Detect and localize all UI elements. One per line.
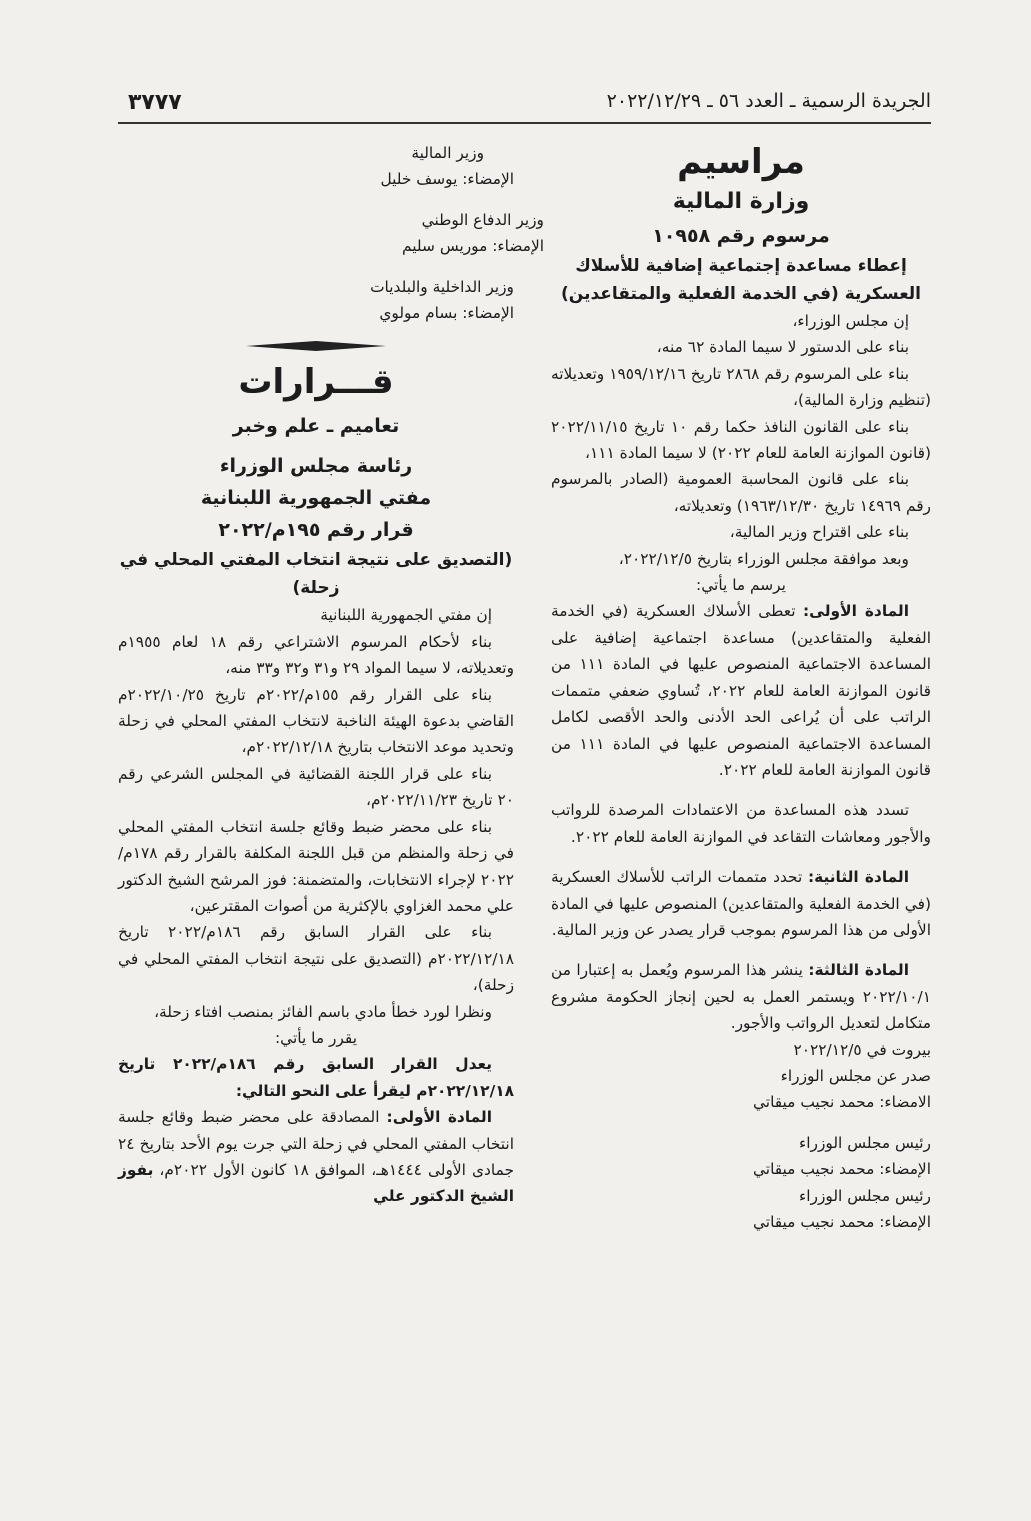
article-1 xyxy=(551,598,931,783)
article-3 xyxy=(551,957,931,1036)
ministry-title: وزارة المالية xyxy=(672,189,810,214)
preamble-line: بناء على قرار اللجنة القضائية في المجلس الشرعي رقم ٢٠ تاريخ ٢٠٢٢/١١/٢٣م، xyxy=(118,764,514,810)
preamble-line: بناء على القانون النافذ حكما رقم ١٠ تاريخ ٢٠٢٢/١١/١٥ (قانون الموازنة العامة للعام ٢٠٢٢) لا سيما المادة ١١١، xyxy=(551,417,931,463)
page-header xyxy=(118,88,931,122)
preamble-line: بناء لأحكام المرسوم الاشتراعي رقم ١٨ لعام ١٩٥٥م وتعديلاته، لا سيما المواد ٢٩ و٣١ و٣٢ و٣٣ منه، xyxy=(118,632,514,678)
decisions-subtitle: تعاميم ـ علم وخبر xyxy=(232,415,400,438)
preamble-line: إن مفتي الجمهورية اللبنانية xyxy=(320,606,492,625)
decision-number: قرار رقم ١٩٥م/٢٠٢٢ xyxy=(218,519,414,542)
preamble-line: بناء على القرار السابق رقم ١٨٦م/٢٠٢٢ تاريخ ٢٠٢٢/١٢/١٨م (التصديق على نتيجة انتخاب المفتي المحلي في زحلة)، xyxy=(118,923,514,995)
article-2-label: المادة الثانية: xyxy=(808,868,909,887)
article-2-text: تحدد متممات الراتب للأسلاك العسكرية (في الخدمة الفعلية والمتقاعدين) المنصوص عليها في المادة الأولى من هذا المرسوم بموجب قرار يصدر عن وزير المالية. xyxy=(551,868,931,939)
decree-number: مرسوم رقم ١٠٩٥٨ xyxy=(652,225,830,247)
signature-line: الإمضاء: محمد نجيب ميقاتي xyxy=(752,1160,931,1179)
pm-title: رئيس مجلس الوزراء xyxy=(799,1133,931,1152)
preamble-line: ونظرا لورد خطأ مادي باسم الفائز بمنصب افتاء زحلة، xyxy=(154,1002,492,1021)
decree-subject: إعطاء مساعدة إجتماعية إضافية للأسلاك العسكرية (في الخدمة الفعلية والمتقاعدين) xyxy=(561,256,921,304)
decisions-section-title: قـــرارات xyxy=(238,362,394,403)
preamble-line: بناء على القرار رقم ١٥٥م/٢٠٢٢م تاريخ ٢٠٢٢/١٠/٢٥م القاضي بدعوة الهيئة الناخبة لانتخاب المفتي المحلي في زحلة وتحديد موعد الانتخاب بتاريخ ٢٠٢٢/١٢/١٨م، xyxy=(118,685,514,757)
article-3-text: ينشر هذا المرسوم ويُعمل به إعتبارا من ٢٠٢٢/١٠/١ ويستمر العمل به لحين إنجاز الحكومة مشروع متكامل لتعديل الرواتب والأجور. xyxy=(551,961,931,1033)
minister-title: وزير المالية xyxy=(411,144,484,162)
header-rule xyxy=(118,122,931,124)
amendment-text: يعدل القرار السابق رقم ١٨٦م/٢٠٢٢ تاريخ ٢٠٢٢/١٢/١٨م ليقرأ على النحو التالي: xyxy=(118,1055,514,1100)
preamble-line: بناء على الدستور لا سيما المادة ٦٢ منه، xyxy=(656,338,909,357)
signature-line: الإمضاء: محمد نجيب ميقاتي xyxy=(752,1213,931,1231)
decides-line: يقرر ما يأتي: xyxy=(275,1028,357,1047)
mufti-title: مفتي الجمهورية اللبنانية xyxy=(200,487,432,510)
preamble-line: إن مجلس الوزراء، xyxy=(792,312,909,330)
minister-signature: الإمضاء: يوسف خليل xyxy=(380,170,514,189)
decision-subject: (التصديق على نتيجة انتخاب المفتي المحلي في زحلة) xyxy=(119,550,513,599)
decision-column xyxy=(118,140,544,1210)
article-3-label: المادة الثالثة: xyxy=(808,961,909,980)
minister-title: وزير الدفاع الوطني xyxy=(421,210,544,229)
pm-title: رئيس مجلس الوزراء xyxy=(799,1186,931,1205)
page-number: ٣٧٧٧ xyxy=(128,90,182,115)
article-1-text: تعطى الأسلاك العسكرية (في الخدمة الفعلية والمتقاعدين) مساعدة اجتماعية إضافية على المساعدة الاجتماعية المنصوص عليها في المادة ١١١ من قانون الموازنة العامة للعام ٢٠٢٢، تُساوي ضعفي متممات الراتب على أن يُراعى الحد الأدنى والحد الأقصى لكامل المساعدة الاجتماعية المنصوص عليها في المادة ١١١ من قانون الموازنة العامة للعام ٢٠٢٢. xyxy=(551,602,931,779)
journal-issue-line: الجريدة الرسمية ـ العدد ٥٦ ـ ٢٠٢٢/١٢/٢٩ xyxy=(606,90,931,112)
article-1-label: المادة الأولى: xyxy=(803,602,909,621)
decree-column xyxy=(551,140,931,1235)
preamble-line: بناء على محضر ضبط وقائع جلسة انتخاب المفتي المحلي في زحلة والمنظم من قبل اللجنة المكلفة بالقرار رقم ١٧٨م/٢٠٢٢ لإجراء الانتخابات، والمتضمنة: فوز المرشح الشيخ الدكتور علي محمد الغزاوي بالإكثرية من أصوات المقترعين، xyxy=(118,817,514,915)
minister-signature: الإمضاء: بسام مولوي xyxy=(379,304,514,323)
presidency-title: رئاسة مجلس الوزراء xyxy=(219,455,413,478)
decrees-line: يرسم ما يأتي: xyxy=(696,576,786,595)
preamble-line: بناء على المرسوم رقم ٢٨٦٨ تاريخ ١٩٥٩/١٢/١٦ وتعديلاته (تنظيم وزارة المالية)، xyxy=(551,364,931,410)
article-1-funding: تسدد هذه المساعدة من الاعتمادات المرصدة للرواتب والأجور ومعاشات التقاعد في الموازنة العامة للعام ٢٠٢٢. xyxy=(551,801,931,846)
preamble-line: بناء على اقتراح وزير المالية، xyxy=(729,523,909,542)
preamble-line: وبعد موافقة مجلس الوزراء بتاريخ ٢٠٢٢/١٢/٥، xyxy=(618,549,909,568)
decision-article-1-text: المصادقة على محضر ضبط وقائع جلسة انتخاب المفتي المحلي في زحلة التي جرت يوم الأحد بتاريخ ٢٤ جمادى الأولى ١٤٤٤هـ، الموافق ١٨ كانون الأول ٢٠٢٢م، xyxy=(118,1108,514,1179)
article-2 xyxy=(551,864,931,943)
issued-by: صدر عن مجلس الوزراء xyxy=(780,1066,931,1085)
signature-line: الامضاء: محمد نجيب ميقاتي xyxy=(752,1093,931,1112)
decision-article-1 xyxy=(118,1104,514,1210)
decrees-section-title: مراسيم xyxy=(677,142,805,182)
section-divider-ornament xyxy=(246,338,386,354)
minister-title: وزير الداخلية والبلديات xyxy=(370,277,514,296)
decision-article-1-bold-tail: بفوز الشيخ الدكتور علي xyxy=(118,1160,514,1206)
place-date: بيروت في ٢٠٢٢/١٢/٥ xyxy=(793,1040,931,1059)
preamble-line: بناء على قانون المحاسبة العمومية (الصادر بالمرسوم رقم ١٤٩٦٩ تاريخ ١٩٦٣/١٢/٣٠) وتعديلاته، xyxy=(551,470,931,515)
decision-article-1-label: المادة الأولى: xyxy=(386,1108,492,1127)
minister-signature: الإمضاء: موريس سليم xyxy=(402,237,544,256)
